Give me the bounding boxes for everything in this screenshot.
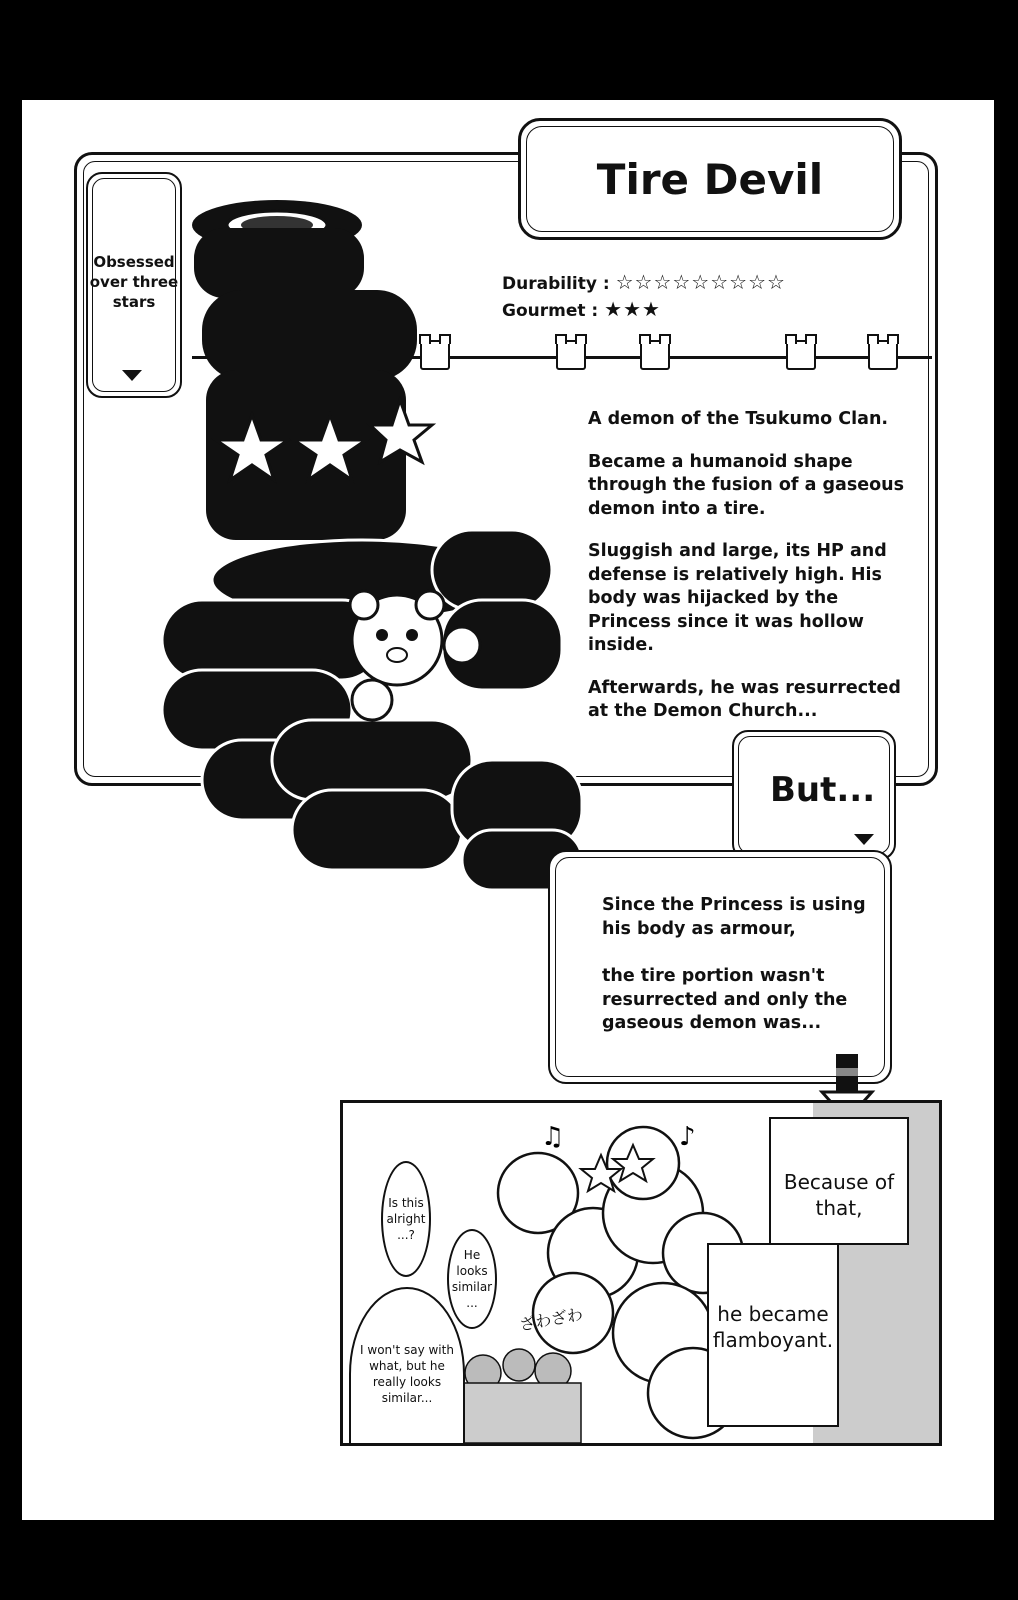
castle-icon bbox=[786, 340, 816, 370]
music-note-icon: ♪ bbox=[679, 1122, 696, 1152]
castle-icon bbox=[640, 340, 670, 370]
since-box bbox=[548, 850, 892, 1084]
description-paragraph: A demon of the Tsukumo Clan. bbox=[588, 409, 889, 429]
sfx-text: ざわざわ bbox=[518, 1304, 585, 1335]
side-note-box bbox=[86, 172, 182, 398]
narration-box: he became flamboyant. bbox=[707, 1243, 839, 1427]
description-paragraph: Became a humanoid shape through the fusion of a gaseous demon into a tire. bbox=[588, 451, 905, 519]
comic-panel bbox=[340, 1100, 942, 1446]
title-box bbox=[518, 118, 902, 240]
speech-bubble: I won't say with what, but he really looks similar... bbox=[349, 1287, 465, 1446]
triangle-icon bbox=[854, 834, 874, 845]
stats bbox=[502, 270, 786, 324]
gourmet-stars: ★★★ bbox=[604, 297, 661, 321]
side-note: Obsessed over three stars bbox=[89, 253, 179, 311]
since-paragraph: the tire portion wasn't resurrected and only the gaseous demon was... bbox=[602, 966, 848, 1033]
speech-bubble: He looks similar ... bbox=[447, 1229, 497, 1329]
castle-icon bbox=[868, 340, 898, 370]
description bbox=[588, 408, 918, 743]
manga-page bbox=[22, 100, 994, 1520]
description-paragraph: Afterwards, he was resurrected at the Demon Church... bbox=[588, 677, 901, 721]
description-paragraph: Sluggish and large, its HP and defense is relatively high. His body was hijacked by the Princess since it was hollow inside. bbox=[588, 541, 887, 655]
triangle-icon bbox=[122, 370, 142, 381]
since-paragraph: Since the Princess is using his body as armour, bbox=[602, 895, 866, 939]
speech-bubble: Is this alright ...? bbox=[381, 1161, 431, 1277]
page-title: Tire Devil bbox=[526, 126, 894, 232]
durability-stars: ☆☆☆☆☆☆☆☆☆ bbox=[615, 270, 786, 294]
gourmet-label: Gourmet : bbox=[502, 301, 599, 321]
narration-box: Because of that, bbox=[769, 1117, 909, 1245]
music-note-icon: ♫ bbox=[541, 1122, 565, 1152]
but-text: But... bbox=[770, 770, 876, 810]
since-text bbox=[602, 894, 882, 1060]
durability-label: Durability : bbox=[502, 274, 610, 294]
but-box bbox=[732, 730, 896, 860]
